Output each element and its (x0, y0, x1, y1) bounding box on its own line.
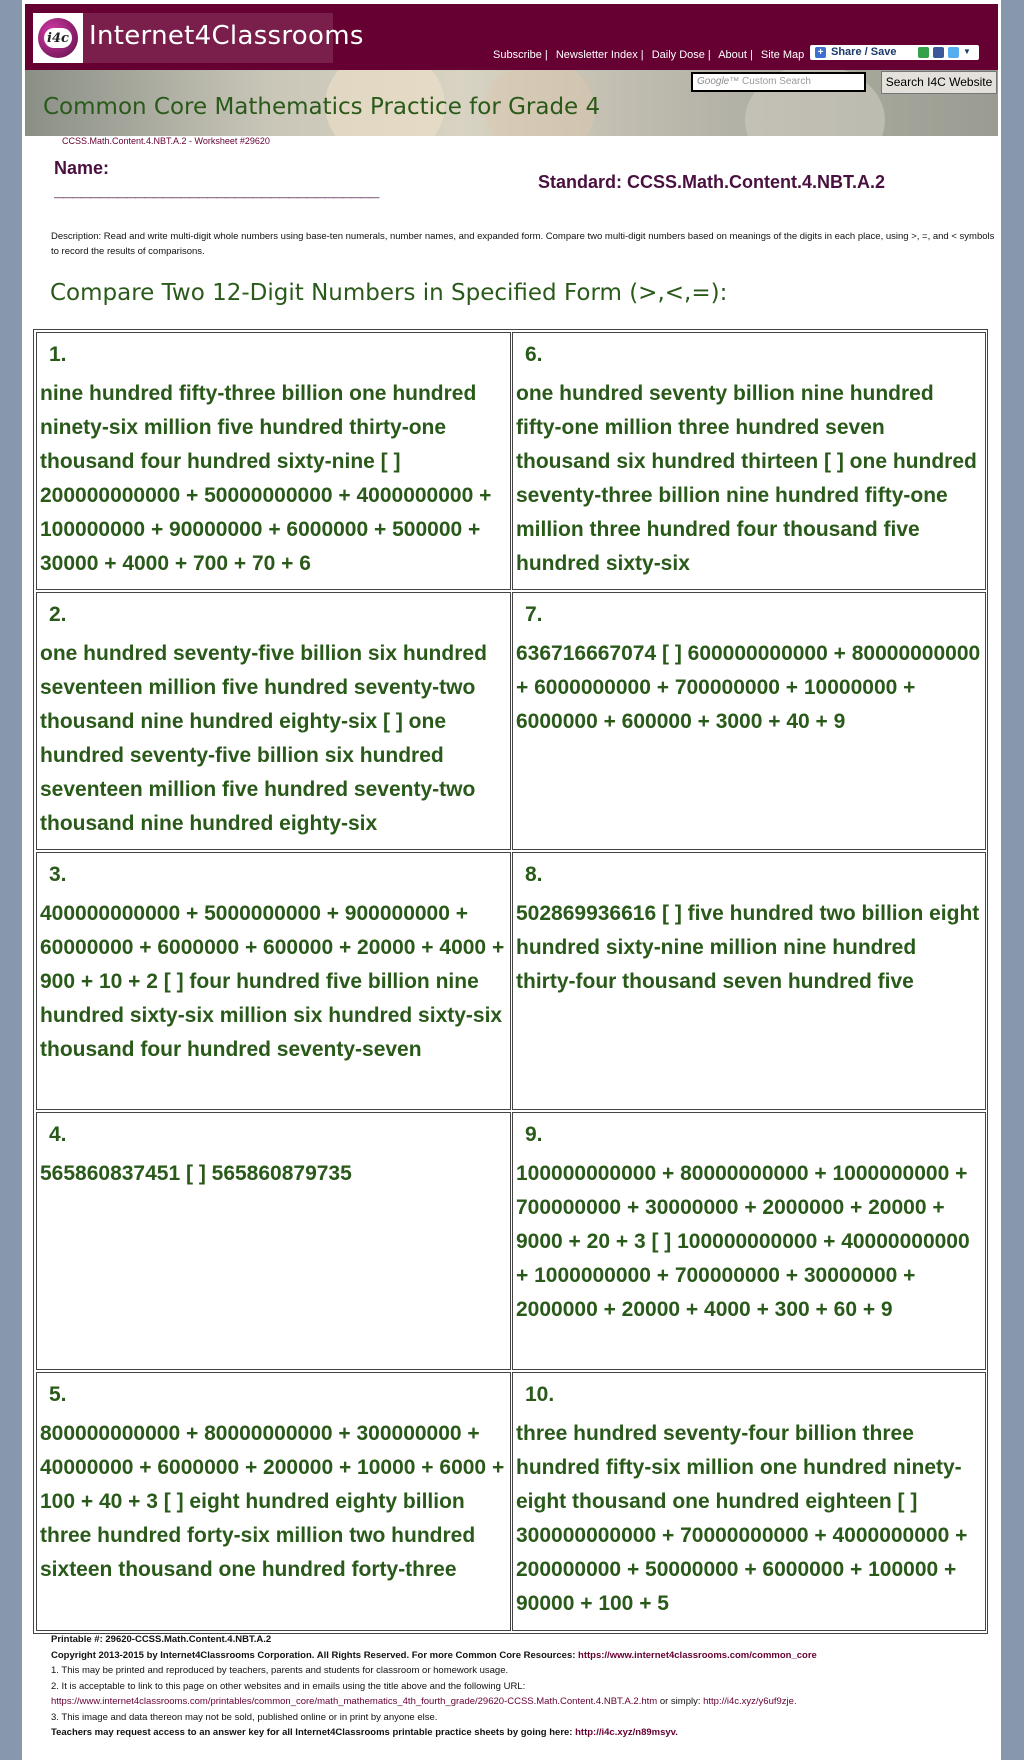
problem-cell (36, 852, 511, 1110)
problem-cell (512, 1112, 986, 1370)
problem-number: 4. (49, 1123, 67, 1146)
problem-text: 502869936616 [ ] five hundred two billion eight hundred sixty-nine million nine hundred thirty-four thousand seven hundred five (516, 902, 980, 993)
site-logo[interactable] (33, 13, 364, 63)
facebook-icon[interactable] (933, 47, 944, 58)
problem-number: 9. (525, 1123, 543, 1146)
site-header (25, 4, 998, 70)
share-icon[interactable] (918, 47, 929, 58)
page (22, 0, 1001, 1760)
footer (51, 1632, 1001, 1741)
search-input[interactable]: Google™ Custom Search (691, 72, 866, 92)
name-label: Name: (54, 158, 110, 178)
nav-site-map[interactable]: Site Map (760, 49, 805, 61)
top-nav: Subscribe | Newsletter Index | Daily Dose | About | Site Map (493, 49, 805, 61)
problem-text: 100000000000 + 80000000000 + 1000000000 + 700000000 + 30000000 + 2000000 + 20000 + 9000 + 20 + 3 [ ] 100000000000 + 40000000000 + 1000000000 + 700000000 + 30000000 + 2000000 + 20000 + 4000 + 300 + 60 + 9 (516, 1162, 970, 1321)
name-line: ____________________________________ (54, 180, 379, 200)
problem-cell (36, 1112, 511, 1370)
problem-text: 565860837451 [ ] 565860879735 (40, 1162, 352, 1185)
logo-mark: i4c (44, 28, 72, 48)
problem-cell (36, 332, 511, 590)
copyright (51, 1648, 1001, 1664)
search-brand: Google (697, 76, 730, 87)
description: Description: Read and write multi-digit whole numbers using base-ten numerals, number names, and expanded form. Compare two multi-digit numbers based on meanings of the digits in each place, using >, =, and < symbols to record the results of comparisons. (51, 231, 995, 257)
answer-key-link[interactable]: http://i4c.xyz/n89msyv. (575, 1727, 678, 1738)
standard-label: Standard: CCSS.Math.Content.4.NBT.A.2 (538, 172, 886, 192)
search-button[interactable]: Search I4C Website (881, 71, 997, 94)
note-1: 1. This may be printed and reproduced by teachers, parents and students for classroom or homework usage. (51, 1665, 509, 1676)
problem-cell (512, 592, 986, 850)
nav-subscribe[interactable]: Subscribe (493, 49, 542, 61)
logo-icon (33, 13, 83, 63)
problem-number: 1. (49, 343, 67, 366)
worksheet-url-link[interactable]: https://www.internet4classrooms.com/printables/common_core/math_mathematics_4th_fourth_grade/29620-CCSS.Math.Content.4.NBT.A.2.htm (51, 1696, 658, 1707)
nav-daily-dose[interactable]: Daily Dose (651, 49, 705, 61)
answer-key-note (51, 1725, 1001, 1741)
problem-text: 800000000000 + 80000000000 + 300000000 + 40000000 + 6000000 + 200000 + 10000 + 6000 + 100 + 40 + 3 [ ] eight hundred eighty billion three hundred forty-six million two hundred sixteen thousand one hundred forty-three (40, 1422, 505, 1581)
problem-number: 3. (49, 863, 67, 886)
chevron-down-icon[interactable]: ▼ (963, 47, 971, 56)
share-label: Share / Save (831, 46, 897, 58)
problem-text: 636716667074 [ ] 600000000000 + 80000000000 + 6000000000 + 700000000 + 10000000 + 6000000 + 600000 + 3000 + 40 + 9 (516, 642, 981, 733)
problem-cell (36, 592, 511, 850)
problem-number: 6. (525, 343, 543, 366)
problem-number: 8. (525, 863, 543, 886)
problem-number: 7. (525, 603, 543, 626)
problem-text: one hundred seventy-five billion six hundred seventeen million five hundred seventy-two thousand nine hundred eighty-six [ ] one hundred seventy-five billion six hundred seventeen million five hundred seventy-two thousand nine hundred eighty-six (40, 642, 487, 835)
common-core-link[interactable]: https://www.internet4classrooms.com/common_core (578, 1649, 817, 1661)
share-save-button[interactable] (810, 45, 979, 60)
problem-cell (36, 1372, 511, 1631)
search-placeholder: Custom Search (742, 76, 811, 87)
section-title: Compare Two 12-Digit Numbers in Specified Form (>,<,=): (50, 280, 728, 306)
nav-about[interactable]: About (718, 49, 747, 61)
problem-text: 400000000000 + 5000000000 + 900000000 + 60000000 + 6000000 + 600000 + 20000 + 4000 + 900 + 10 + 2 [ ] four hundred five billion nine hundred sixty-six million six hundred sixty-six thousand four hundred seventy-seven (40, 902, 505, 1061)
note-2-urls (51, 1694, 1001, 1710)
page-title: Common Core Mathematics Practice for Grade 4 (43, 94, 601, 120)
printable-number: Printable #: 29620-CCSS.Math.Content.4.NBT.A.2 (51, 1634, 272, 1645)
problem-number: 2. (49, 603, 67, 626)
plus-icon: + (815, 47, 826, 58)
problem-cell (512, 332, 986, 590)
problem-text: one hundred seventy billion nine hundred fifty-one million three hundred seven thousand six hundred thirteen [ ] one hundred seventy-three billion nine hundred fifty-one million three hundred four thousand five hundred sixty-six (516, 382, 977, 575)
or-simply-text: or simply: (659, 1696, 701, 1707)
copyright-text: Copyright 2013-2015 by Internet4Classrooms Corporation. All Rights Reserved. For more Common Core Resources: (51, 1649, 576, 1661)
twitter-icon[interactable] (948, 47, 959, 58)
note-3: 3. This image and data thereon may not be sold, published online or in print by anyone else. (51, 1711, 438, 1723)
answer-key-text: Teachers may request access to an answer key for all Internet4Classrooms printable practice sheets by going here: (51, 1727, 573, 1738)
problem-cell (512, 1372, 986, 1631)
problem-text: three hundred seventy-four billion three hundred fifty-six million one hundred ninety-eight thousand one hundred eighteen [ ] 300000000000 + 70000000000 + 4000000000 + 200000000 + 50000000 + 6000000 + 100000 + 90000 + 100 + 5 (516, 1422, 968, 1615)
logo-text: Internet4Classrooms (89, 21, 364, 51)
note-2: 2. It is acceptable to link to this page on other websites and in emails using the title above and the following URL: (51, 1680, 526, 1692)
problem-number: 10. (525, 1383, 555, 1406)
problems-grid (33, 329, 988, 1634)
problem-cell (512, 852, 986, 1110)
banner (25, 70, 998, 136)
worksheet-ref: CCSS.Math.Content.4.NBT.A.2 - Worksheet #29620 (62, 136, 270, 146)
problem-text: nine hundred fifty-three billion one hundred ninety-six million five hundred thirty-one thousand four hundred sixty-nine [ ] 200000000000 + 50000000000 + 4000000000 + 100000000 + 90000000 + 6000000 + 500000 + 30000 + 4000 + 700 + 70 + 6 (40, 382, 492, 575)
problem-number: 5. (49, 1383, 67, 1406)
short-url-link[interactable]: http://i4c.xyz/y6uf9zje. (703, 1696, 797, 1707)
nav-newsletter-index[interactable]: Newsletter Index (555, 49, 638, 61)
